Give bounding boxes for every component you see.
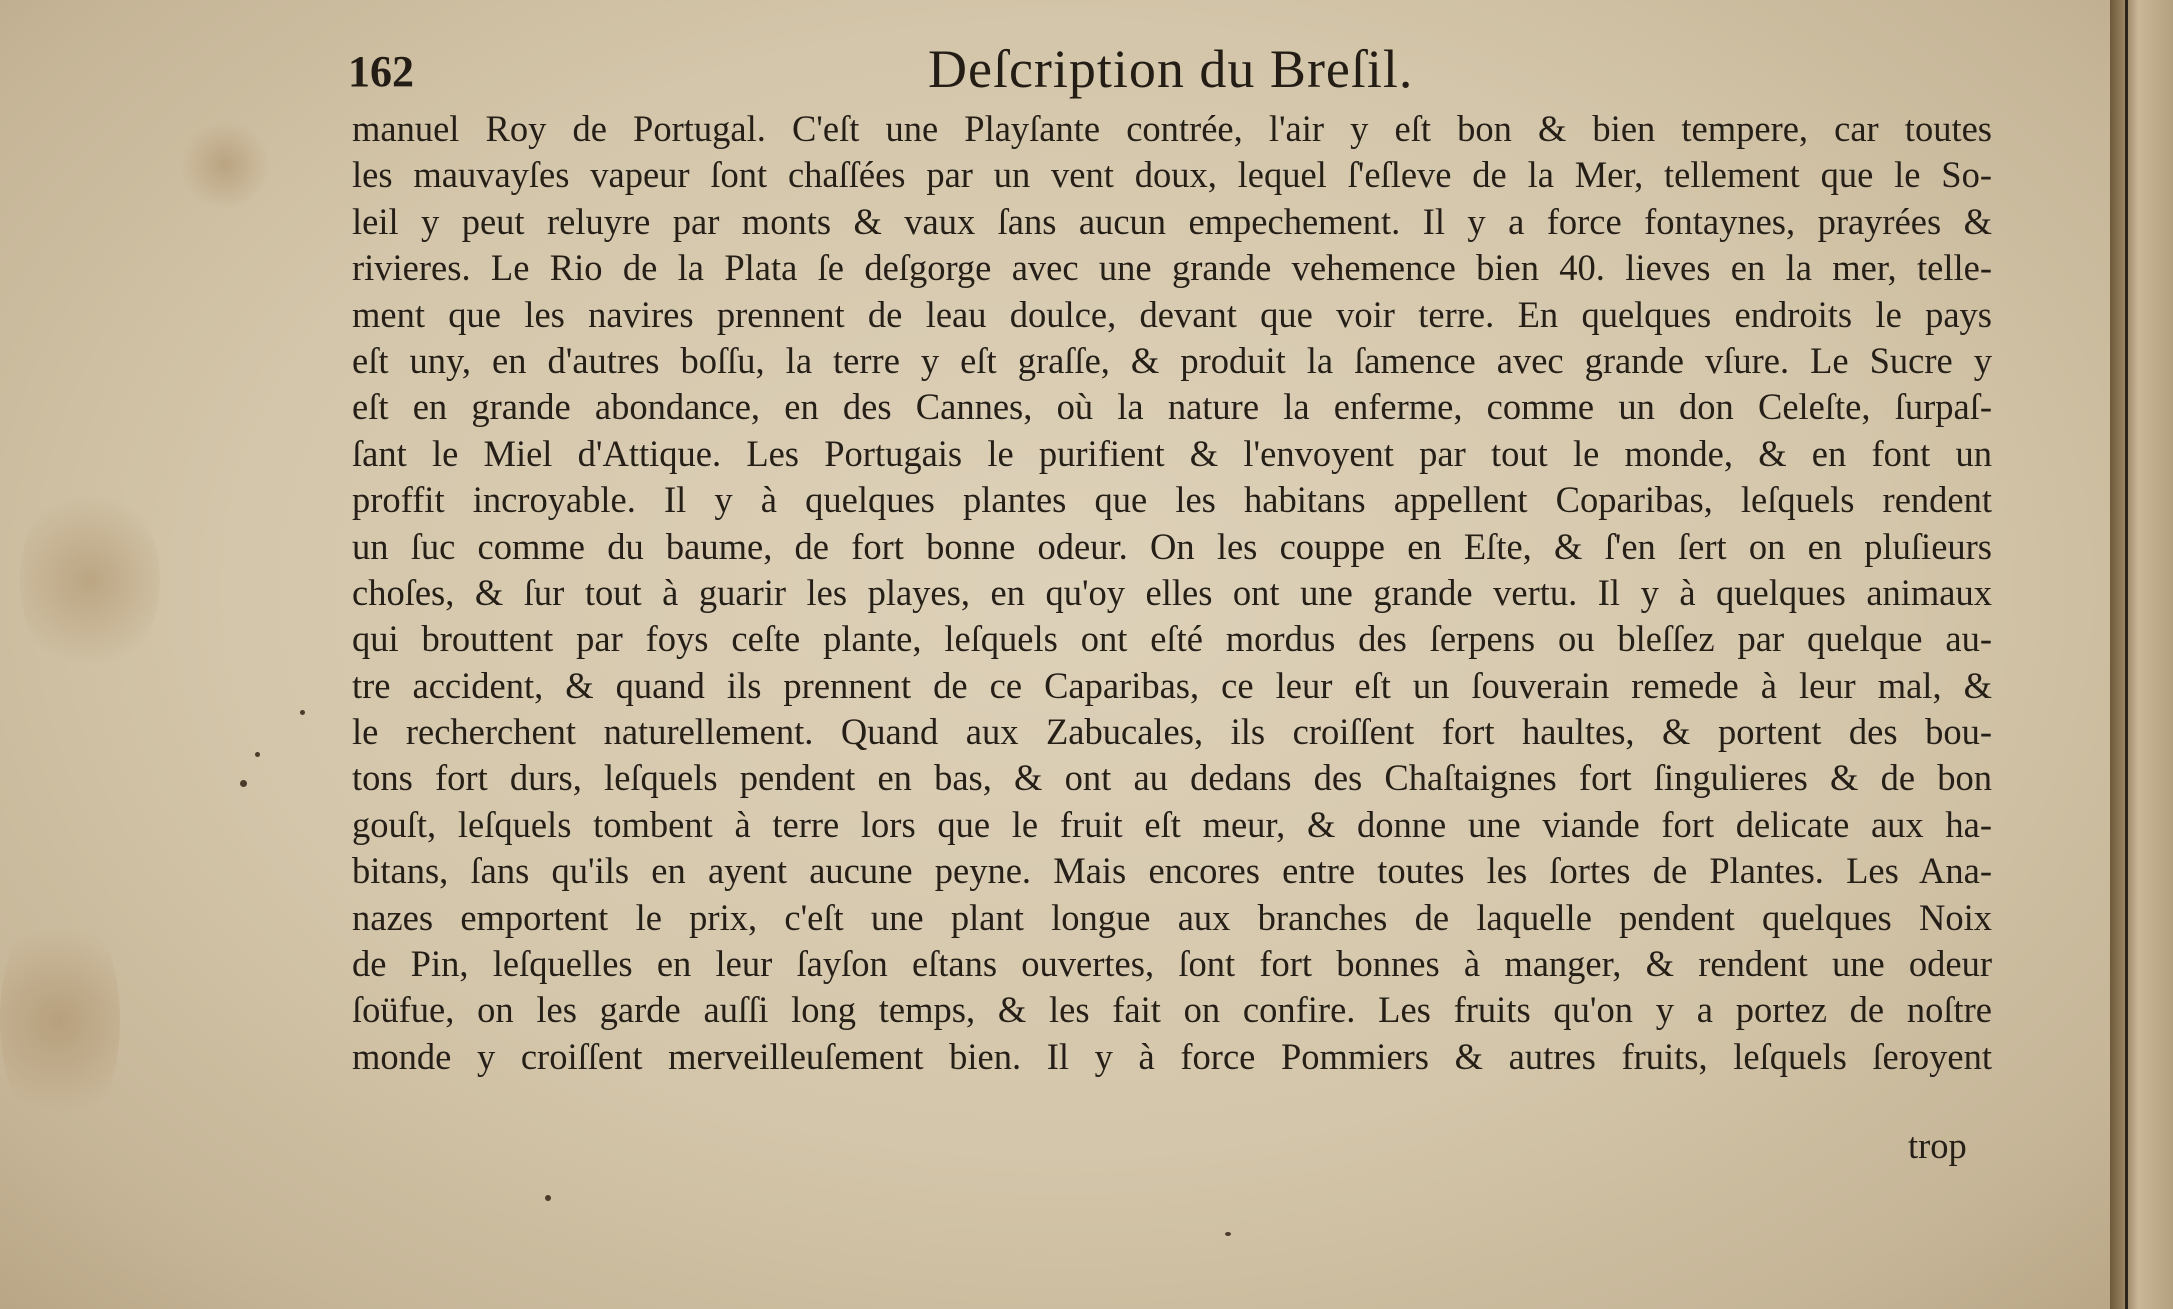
ink-speck (240, 780, 247, 787)
text-line: qui brouttent par foys ceſte plante, leſquels ont eſté mordus des ſerpens ou bleſſez par quelque au- (352, 618, 1992, 660)
page-gutter-edge (2110, 0, 2173, 1309)
paper-stain (180, 120, 270, 210)
text-line: un ſuc comme du baume, de fort bonne odeur. On les couppe en Eſte, & ſ'en ſert on en pluſieurs (352, 525, 1992, 567)
text-line: manuel Roy de Portugal. C'eſt une Playſante contrée, l'air y eſt bon & bien tempere, car toutes (352, 108, 1992, 149)
paper-stain (0, 900, 120, 1140)
ink-speck (255, 752, 260, 757)
text-line: leil y peut reluyre par monts & vaux ſans aucun empechement. Il y a force fontaynes, prayrées & (352, 200, 1992, 242)
text-line: de Pin, leſquelles en leur ſayſon eſtans ouvertes, ſont fort bonnes à manger, & rendent une odeur (352, 943, 1992, 985)
text-line: le recherchent naturellement. Quand aux Zabucales, ils croiſſent fort haultes, & portent des bou- (352, 711, 1992, 753)
ink-speck (545, 1195, 551, 1201)
ink-speck (300, 710, 305, 715)
text-line: proffit incroyable. Il y à quelques plantes que les habitans appellent Coparibas, leſquels rendent (352, 479, 1992, 521)
text-line: eſt uny, en d'autres boſſu, la terre y eſt graſſe, & produit la ſamence avec grande vſure. Le Sucre y (352, 339, 1992, 381)
ink-speck (1225, 1232, 1231, 1236)
text-line: les mauvayſes vapeur ſont chaſſées par un vent doux, lequel ſ'eſleve de la Mer, tellement que le So- (352, 154, 1992, 196)
text-line: eſt en grande abondance, en des Cannes, où la nature la enferme, comme un don Celeſte, ſurpaſ- (352, 386, 1992, 428)
text-line: ſoüfue, on les garde auſſi long temps, & les fait on confire. Les fruits qu'on y a portez de noſtre (352, 989, 1992, 1031)
text-line: choſes, & ſur tout à guarir les playes, en qu'oy elles ont une grande vertu. Il y à quelques animaux (352, 571, 1992, 613)
text-line: rivieres. Le Rio de la Plata ſe deſgorge avec une grande vehemence bien 40. lieves en la mer, telle- (352, 247, 1992, 289)
text-line: bitans, ſans qu'ils en ayent aucune peyne. Mais encores entre toutes les ſortes de Plantes. Les Ana- (352, 850, 1992, 892)
text-line: monde y croiſſent merveilleuſement bien. Il y à force Pommiers & autres fruits, leſquels ſeroyent (352, 1035, 1992, 1077)
page-number: 162 (348, 47, 414, 96)
page-edge-line (2125, 0, 2128, 1309)
catchword: trop (1908, 1125, 1967, 1166)
text-line: gouſt, leſquels tombent à terre lors que le fruit eſt meur, & donne une viande fort delicate aux ha- (352, 803, 1992, 845)
body-text (352, 106, 1992, 1080)
text-line: tons fort durs, leſquels pendent en bas, & ont au dedans des Chaſtaignes fort ſingulieres & de bon (352, 757, 1992, 799)
page-title: Deſcription du Breſil. (928, 39, 1414, 99)
text-line: nazes emportent le prix, c'eſt une plant longue aux branches de laquelle pendent quelques Noix (352, 896, 1992, 938)
text-line: ment que les navires prennent de leau doulce, devant que voir terre. En quelques endroits le pays (352, 293, 1992, 335)
text-line: tre accident, & quand ils prennent de ce Caparibas, ce leur eſt un ſouverain remede à leur mal, & (352, 664, 1992, 706)
running-head (348, 38, 1988, 108)
paper-stain (20, 480, 160, 680)
text-line: ſant le Miel d'Attique. Les Portugais le purifient & l'envoyent par tout le monde, & en font un (352, 432, 1992, 474)
